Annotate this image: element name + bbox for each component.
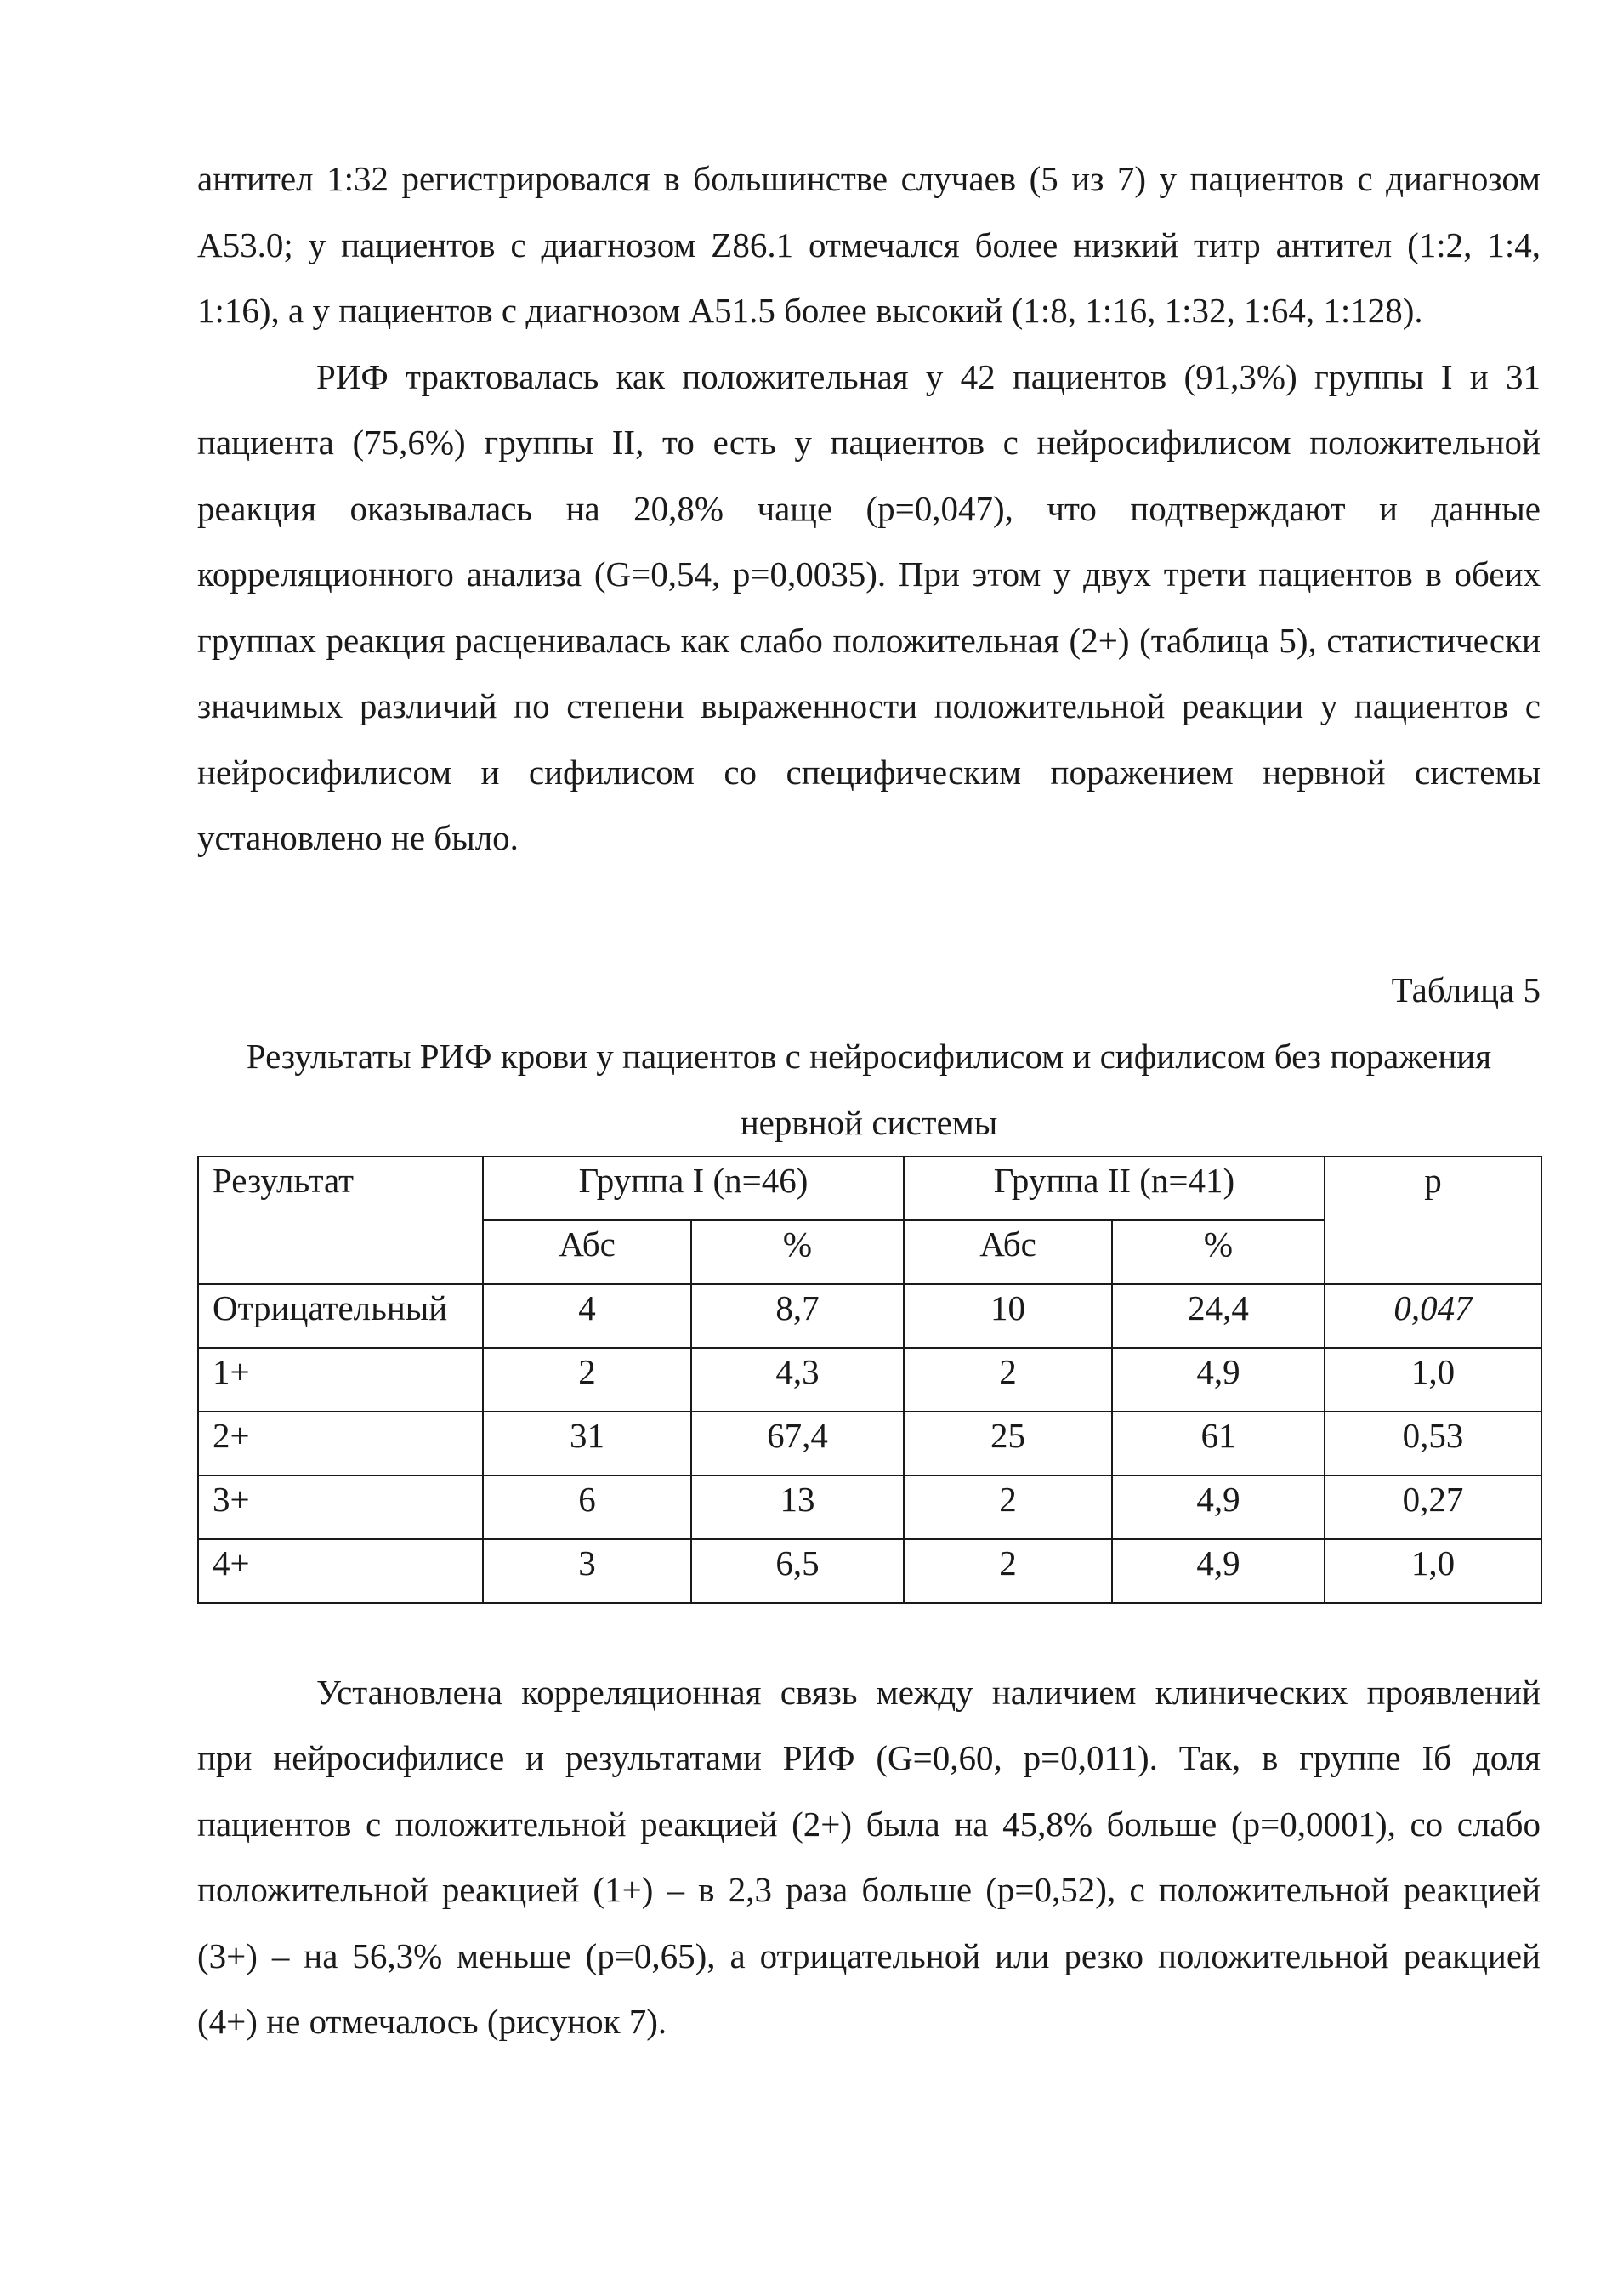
document-page	[197, 146, 1541, 2055]
cell-p-value: 0,53	[1325, 1412, 1541, 1475]
cell-p-value: 1,0	[1325, 1539, 1541, 1603]
cell-abs-group-1: 2	[483, 1348, 691, 1412]
cell-result: 2+	[198, 1412, 483, 1475]
cell-abs-group-2: 2	[904, 1348, 1112, 1412]
cell-abs-group-2: 10	[904, 1284, 1112, 1348]
cell-p-value: 0,27	[1325, 1475, 1541, 1539]
cell-pct-group-1: 8,7	[691, 1284, 904, 1348]
cell-result: 1+	[198, 1348, 483, 1412]
table-number-label: Таблица 5	[1391, 969, 1541, 1009]
cell-pct-group-2: 4,9	[1112, 1348, 1325, 1412]
cell-pct-group-2: 24,4	[1112, 1284, 1325, 1348]
paragraph-rif-results: РИФ трактовалась как положительная у 42 пациентов (91,3%) группы I и 31 пациента (75,6%) группы II, то есть у пациентов с нейросифилисом положительной реакция оказывалась на 20,8% чаще (р=0,047), что подтверждают и данные корреляционного анализа (G=0,54, р=0,0035). При этом у двух трети пациентов в обеих группах реакция расценивалась как слабо положительная (2+) (таблица 5), статистически значимых различий по степени выраженности положительной реакции у пациентов с нейросифилисом и сифилисом со специфическим поражением нервной системы установлено не было.	[197, 356, 1541, 857]
header-abs-group-1: Абс	[483, 1220, 691, 1284]
cell-result: 4+	[198, 1539, 483, 1603]
paragraph-correlation: Установлена корреляционная связь между наличием клинических проявлений при нейросифилисе и результатами РИФ (G=0,60, р=0,011). Так, в группе Iб доля пациентов с положительной реакцией (2+) была на 45,8% больше (р=0,0001), со слабо положительной реакцией (1+) – в 2,3 раза больше (р=0,52), с положительной реакцией (3+) – на 56,3% меньше (р=0,65), а отрицательной или резко положительной реакцией (4+) не отмечалось (рисунок 7).	[197, 1672, 1541, 2041]
cell-pct-group-1: 6,5	[691, 1539, 904, 1603]
cell-pct-group-2: 61	[1112, 1412, 1325, 1475]
cell-abs-group-1: 31	[483, 1412, 691, 1475]
header-group-2: Группа II (n=41)	[904, 1157, 1325, 1220]
cell-pct-group-1: 4,3	[691, 1348, 904, 1412]
table-row	[198, 1348, 1541, 1412]
cell-p-value: 1,0	[1325, 1348, 1541, 1412]
cell-pct-group-2: 4,9	[1112, 1475, 1325, 1539]
cell-abs-group-2: 2	[904, 1475, 1112, 1539]
header-pct-group-2: %	[1112, 1220, 1325, 1284]
header-abs-group-2: Абс	[904, 1220, 1112, 1284]
header-p-value: р	[1325, 1157, 1541, 1284]
cell-abs-group-1: 4	[483, 1284, 691, 1348]
table-row	[198, 1539, 1541, 1603]
paragraph-antibody-titers: антител 1:32 регистрировался в большинстве случаев (5 из 7) у пациентов с диагнозом А53.0; у пациентов с диагнозом Z86.1 отмечался более низкий титр антител (1:2, 1:4, 1:16), а у пациентов с диагнозом А51.5 более высокий (1:8, 1:16, 1:32, 1:64, 1:128).	[197, 159, 1541, 330]
header-result: Результат	[198, 1157, 483, 1284]
table-header-row	[198, 1157, 1541, 1220]
cell-result: 3+	[198, 1475, 483, 1539]
cell-p-value: 0,047	[1325, 1284, 1541, 1348]
table-title: Результаты РИФ крови у пациентов с нейросифилисом и сифилисом без поражения нервной системы	[246, 1036, 1492, 1142]
cell-pct-group-2: 4,9	[1112, 1539, 1325, 1603]
rif-results-table	[197, 1156, 1542, 1604]
cell-result: Отрицательный	[198, 1284, 483, 1348]
table-row	[198, 1284, 1541, 1348]
header-group-1: Группа I (n=46)	[483, 1157, 904, 1220]
cell-abs-group-1: 6	[483, 1475, 691, 1539]
cell-pct-group-1: 13	[691, 1475, 904, 1539]
cell-abs-group-1: 3	[483, 1539, 691, 1603]
table-row	[198, 1475, 1541, 1539]
cell-abs-group-2: 25	[904, 1412, 1112, 1475]
cell-abs-group-2: 2	[904, 1539, 1112, 1603]
cell-pct-group-1: 67,4	[691, 1412, 904, 1475]
header-pct-group-1: %	[691, 1220, 904, 1284]
table-row	[198, 1412, 1541, 1475]
